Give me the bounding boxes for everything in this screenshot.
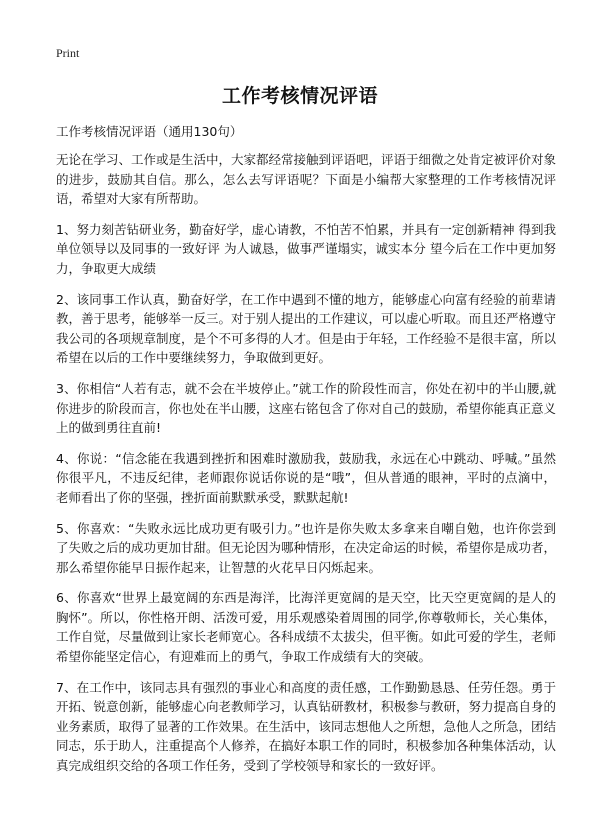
- document-subtitle: 工作考核情况评语（通用130句）: [56, 124, 243, 139]
- comment-paragraph-6: 6、你喜欢“世界上最宽阔的东西是海洋，比海洋更宽阔的是天空，比天空更宽阔的是人的胸怀”。所以，你性格开朗、活泼可爱，用乐观感染着周围的同学,你尊敬师长，关心集体，工作自觉，尽量做到让家长老师宽心。各科成绩不太拔尖，但平衡。如此可爱的学生，老师希望你能坚定信心，有迎难而上的勇气，争取工作成绩有大的突破。: [56, 590, 557, 665]
- document-title: 工作考核情况评语: [221, 85, 378, 107]
- print-link[interactable]: Print: [56, 46, 80, 60]
- comment-paragraph-7: 7、在工作中，该同志具有强烈的事业心和高度的责任感，工作勤勤恳恳、任劳任怨。勇于开拓、锐意创新，能够虚心向老教师学习，认真钻研教材，积极参与教研，努力提高自身的业务素质，取得了显著的工作效果。在生活中，该同志想他人之所想，急他人之所急，团结同志，乐于助人，注重提高个人修养，在搞好本职工作的同时，积极参加各种集体活动，认真完成组织交给的各项工作任务，受到了学校领导和家长的一致好评。: [56, 679, 557, 774]
- document-body: [56, 150, 556, 787]
- comment-paragraph-1: 1、努力刻苦钻研业务，勤奋好学，虚心请教，不怕苦不怕累，并具有一定创新精神 得到我单位领导以及同事的一致好评 为人诚恳，做事严谨塌实，诚实本分 望今后在工作中更加努力，争取更大成绩: [56, 221, 556, 276]
- comment-paragraph-3: 3、你相信“人若有志，就不会在半坡停止。”就工作的阶段性而言，你处在初中的半山腰,就你进步的阶段而言，你也处在半山腰，这座右铭包含了你对自己的鼓励，希望你能真正意义上的做到勇往直前!: [56, 380, 557, 436]
- intro-paragraph: 无论在学习、工作或是生活中，大家都经常接触到评语吧，评语于细微之处肯定被评价对象的进步，鼓励其自信。那么，怎么去写评语呢？下面是小编帮大家整理的工作考核情况评语，希望对大家有所帮助。: [56, 152, 557, 207]
- comment-paragraph-2: 2、该同事工作认真，勤奋好学，在工作中遇到不懂的地方，能够虚心向富有经验的前辈请教，善于思考，能够举一反三。对于别人提出的工作建议，可以虚心听取。而且还严格遵守我公司的各项规章制度，是个不可多得的人才。但是由于年轻，工作经验不是很丰富，所以希望在以后的工作中要继续努力，争取做到更好。: [56, 291, 557, 366]
- comment-paragraph-5: 5、你喜欢：“失败永远比成功更有吸引力。”也许是你失败太多拿来自嘲自勉，也许你尝到了失败之后的成功更加甘甜。但无论因为哪种情形，在决定命运的时候，希望你是成功者，那么希望你能早日振作起来，让智慧的火花早日闪烁起来。: [56, 520, 557, 575]
- comment-paragraph-4: 4、你说：“信念能在我遇到挫折和困难时激励我，鼓励我，永远在心中跳动、呼喊。”虽然你很平凡，不违反纪律，老师跟你说话你说的是“哦”，但从普通的眼神，平时的点滴中，老师看出了你的坚强，挫折面前默默承受，默默起航!: [56, 450, 556, 505]
